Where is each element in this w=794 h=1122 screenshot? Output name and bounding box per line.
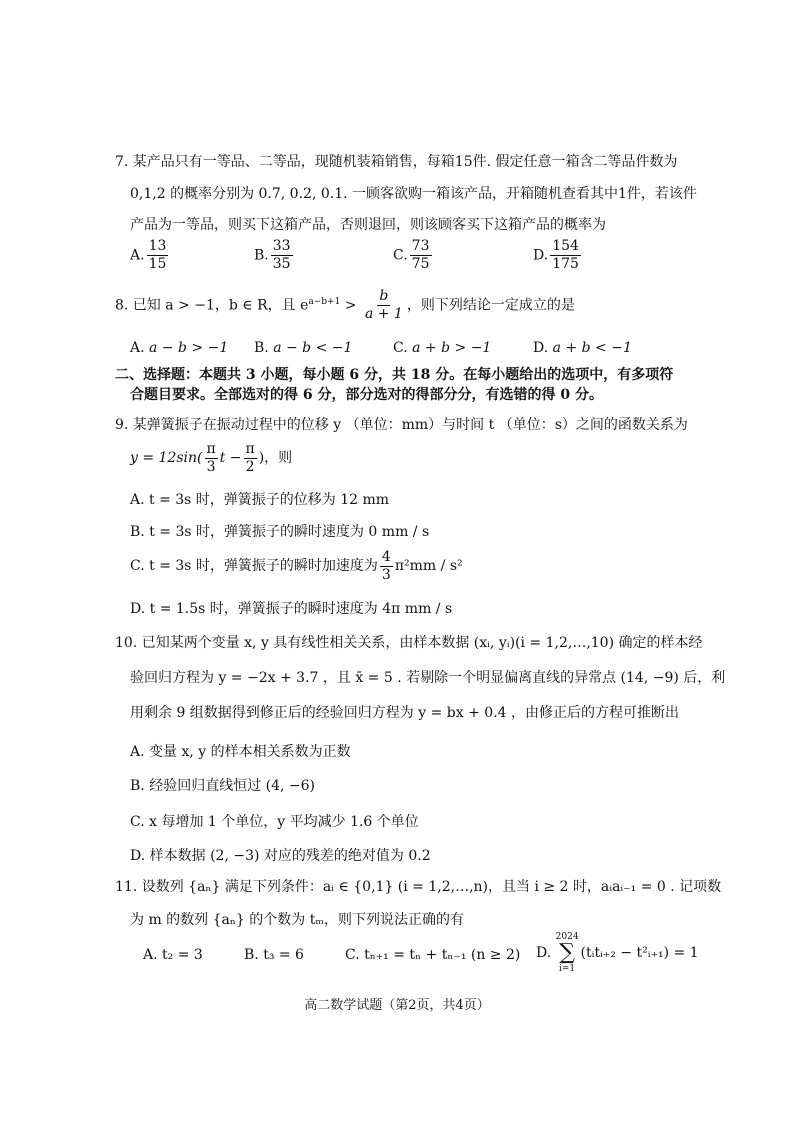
q7-line3: 产品为一等品，则买下这箱产品，否则退回，则该顾客买下这箱产品的概率为: [130, 217, 606, 233]
q9-option-c: C. t = 3s 时，弹簧振子的瞬时加速度为 $\frac{4}{3}$ π²mm / s²: [130, 548, 463, 583]
q9-line1: 9. 某弹簧振子在振动过程中的位移 y （单位：mm）与时间 t （单位：s）之间的函数关系为: [115, 417, 688, 433]
q10-option-d: D. 样本数据 (2, −3) 对应的残差的绝对值为 0.2: [130, 848, 431, 864]
q7-option-c: C. $\frac{73}{75}$: [393, 238, 430, 272]
q11-line2: 为 m 的数列 {aₙ} 的个数为 tₘ，则下列说法正确的有: [130, 912, 464, 928]
q11-option-d: D. 2024 ∑ i=1 (tᵢtᵢ₊₂ − t²ᵢ₊₁) = 1: [536, 932, 699, 974]
q8-stem: 8. 已知 a > −1，b ∈ R，且 $e^{a-b+1}$ > $\frac{b}{a + 1}$ ，则下列结论一定成立的是: [115, 288, 575, 322]
section2-line1: 二、选择题：本题共 3 小题，每小题 6 分，共 18 分。在每小题给出的选项中，有多项符: [115, 367, 674, 383]
q10-line1: 10. 已知某两个变量 x, y 具有线性相关关系，由样本数据 (xᵢ, yᵢ)(i = 1,2,…,10) 确定的样本经: [115, 635, 703, 651]
q7-option-a: A. $\frac{13}{15}$: [130, 238, 167, 272]
q9-option-b: B. t = 3s 时，弹簧振子的瞬时速度为 0 mm / s: [130, 524, 430, 540]
q11-option-c: C. tₙ₊₁ = tₙ + tₙ₋₁ (n ≥ 2): [345, 947, 521, 963]
q7-line1: 7. 某产品只有一等品、二等品，现随机装箱销售，每箱15件. 假定任意一箱含二等品件数为: [115, 154, 678, 170]
q8-option-c: C. a + b > −1: [393, 340, 492, 356]
q7-option-d: D. $\frac{154}{175}$: [533, 238, 579, 272]
q10-option-b: B. 经验回归直线恒过 (4, −6): [130, 778, 316, 794]
q10-option-c: C. x 每增加 1 个单位，y 平均减少 1.6 个单位: [130, 814, 419, 830]
q10-option-a: A. 变量 x, y 的样本相关系数为正数: [130, 744, 351, 760]
q7-option-b: B. $\frac{33}{35}$: [254, 238, 291, 272]
page-footer: 高二数学试题（第2页，共4页）: [304, 998, 490, 1013]
section2-line2: 合题目要求。全部选对的得 6 分，部分选对的得部分分，有选错的得 0 分。: [130, 387, 603, 403]
q10-line3: 用剩余 9 组数据得到修正后的经验回归方程为 y = bx + 0.4 ，由修正后的方程可推断出: [130, 705, 679, 721]
q11-line1: 11. 设数列 {aₙ} 满足下列条件：aᵢ ∈ {0,1} (i = 1,2,…,n)，且当 i ≥ 2 时，aᵢaᵢ₋₁ = 0 . 记项数: [115, 879, 722, 895]
q8-option-b: B. a − b < −1: [254, 340, 353, 356]
q8-option-a: A. a − b > −1: [130, 340, 229, 356]
q9-formula: y = 12sin( $\frac{\pi}{3}$ t − $\frac{\pi}{2}$ )，则: [130, 440, 293, 475]
q8-option-d: D. a + b < −1: [533, 340, 632, 356]
q11-option-b: B. t₃ = 6: [244, 947, 304, 963]
q9-option-d: D. t = 1.5s 时，弹簧振子的瞬时速度为 4π mm / s: [130, 601, 453, 617]
summation-symbol: 2024 ∑ i=1: [555, 932, 579, 974]
q11-option-a: A. t₂ = 3: [143, 947, 203, 963]
q9-option-a: A. t = 3s 时，弹簧振子的位移为 12 mm: [130, 492, 390, 508]
q7-line2: 0,1,2 的概率分别为 0.7, 0.2, 0.1. 一顾客欲购一箱该产品，开箱随机查看其中1件，若该件: [130, 186, 697, 202]
q10-line2: 验回归方程为 y = −2x + 3.7 ，且 x̄ = 5 . 若剔除一个明显偏离直线的异常点 (14, −9) 后，利: [130, 670, 726, 686]
